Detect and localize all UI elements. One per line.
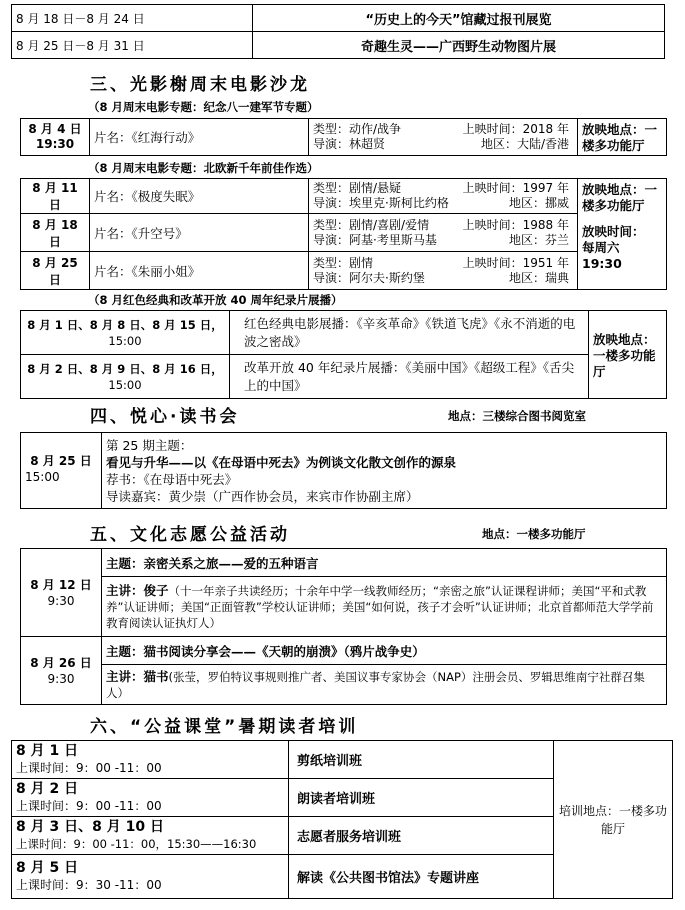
film-year: 上映时间：1997 年 — [462, 181, 569, 195]
section4-heading: 四、悦心·读书会 — [90, 407, 240, 427]
volunteer-time: 9:30 — [47, 671, 75, 686]
film-type: 类型：剧情/喜剧/爱情 — [313, 217, 430, 232]
volunteer-speaker — [102, 665, 667, 705]
bookclub-time: 15:00 — [25, 470, 60, 484]
film-type: 类型：剧情 — [313, 255, 374, 270]
doc-dates-cell — [21, 311, 230, 355]
film-name: 片名：《极度失眠》 — [90, 179, 309, 214]
bookclub-issue: 第 25 期主题： — [106, 437, 193, 453]
bookclub-guest: 导读嘉宾：黄少崇（广西作协会员，来宾市作协副主席） — [106, 488, 419, 504]
film-info — [309, 119, 578, 156]
bookclub-table — [20, 432, 667, 509]
docs-table — [20, 310, 667, 399]
volunteer-theme-row — [21, 637, 667, 665]
film-region: 地区：芬兰 — [508, 232, 569, 247]
exhibition-row — [12, 32, 665, 59]
volunteer-date: 8 月 26 日 — [30, 655, 92, 670]
training-date: 8 月 3 日、8 月 10 日 — [16, 818, 164, 835]
section3-sub2: （8 月周末电影专题：北欧新千年前佳作选） — [88, 161, 319, 175]
film-date: 8 月 25 日 — [21, 252, 90, 290]
training-title: 剪纸培训班 — [289, 741, 554, 779]
film-time: 19:30 — [35, 137, 75, 151]
training-date: 8 月 5 日 — [16, 859, 79, 876]
volunteer-theme-row — [21, 549, 667, 577]
doc-title: 红色经典电影展播：《辛亥革命》《铁道飞虎》《永不消逝的电波之密战》 — [230, 311, 589, 355]
exhibition-title: “历史上的今天”馆藏过报刊展览 — [253, 5, 665, 32]
bookclub-content — [102, 433, 667, 509]
doc-row — [21, 311, 667, 355]
film-row — [21, 179, 667, 214]
film-type: 类型：剧情/悬疑 — [313, 181, 402, 195]
doc-dates: 8 月 1 日、8 月 8 日、8 月 15 日， — [27, 317, 223, 332]
doc-row — [21, 355, 667, 399]
exhibition-title: 奇趣生灵——广西野生动物图片展 — [253, 32, 665, 59]
docs-venue: 放映地点：一楼多功能厅 — [589, 311, 667, 399]
film-name: 片名：《升空号》 — [90, 214, 309, 252]
speaker-name: 猫书 — [143, 668, 169, 684]
films2-time-label: 放映时间： — [582, 224, 645, 239]
section3-sub1: （8 月周末电影专题：纪念八一建军节专题） — [88, 100, 319, 114]
exhibition-row — [12, 5, 665, 32]
film-year: 上映时间：1988 年 — [462, 217, 569, 232]
film-year: 上映时间：2018 年 — [462, 122, 569, 136]
section3-sub3: （8 月红色经典和改革开放 40 周年纪录片展播） — [88, 293, 343, 307]
training-time: 上课时间：9：30 -11：00 — [16, 877, 162, 892]
film-row — [21, 252, 667, 290]
exhibition-date: 8 月 25 日－8 月 31 日 — [12, 32, 253, 59]
training-venue: 培训地点：一楼多功能厅 — [554, 741, 673, 899]
section5-heading: 五、文化志愿公益活动 — [90, 525, 290, 545]
bookclub-date: 8 月 25 日 — [30, 454, 92, 468]
training-row — [12, 741, 673, 779]
film-row — [21, 119, 667, 156]
training-title: 朗读者培训班 — [289, 779, 554, 817]
training-date-cell — [12, 741, 289, 779]
speaker-label: 主讲： — [106, 582, 144, 598]
film1-table — [20, 118, 667, 156]
training-time: 上课时间：9：00 -11：00 — [16, 798, 162, 813]
films2-table — [20, 178, 667, 290]
film-date: 8 月 18 日 — [21, 214, 90, 252]
film-region: 地区：瑞典 — [508, 270, 569, 285]
speaker-desc: (张莹，罗伯特议事规则推广者、美国议事专家协会（NAP）注册会员、罗辑思维南宁社群召集人） — [106, 669, 645, 700]
speaker-name: 俊子 — [143, 582, 169, 598]
volunteer-date-cell — [21, 549, 102, 637]
exhibition-date: 8 月 18 日－8 月 24 日 — [12, 5, 253, 32]
doc-time: 15:00 — [108, 333, 142, 348]
section3-heading: 三、光影榭周末电影沙龙 — [90, 75, 310, 95]
film-region: 地区：大陆/香港 — [480, 137, 569, 151]
film-director: 导演：阿基·考里斯马基 — [313, 232, 437, 247]
doc-dates: 8 月 2 日、8 月 9 日、8 月 16 日， — [27, 361, 223, 376]
film-name: 片名：《红海行动》 — [90, 119, 309, 156]
film-name: 片名：《朱丽小姐》 — [90, 252, 309, 290]
training-date: 8 月 1 日 — [16, 742, 79, 759]
film-date: 8 月 4 日 — [28, 122, 82, 136]
training-time: 上课时间：9：00 -11：00 — [16, 760, 162, 775]
training-table — [11, 740, 673, 899]
films2-venue-cell — [578, 179, 667, 290]
film-date: 8 月 11 日 — [21, 179, 90, 214]
training-title: 解读《公共图书馆法》专题讲座 — [289, 855, 554, 899]
film-venue: 放映地点：一楼多功能厅 — [578, 119, 667, 156]
bookclub-date-cell — [21, 433, 102, 509]
film-date-cell — [21, 119, 90, 156]
film-director: 导演：林超贤 — [313, 137, 386, 151]
volunteer-speaker-row — [21, 665, 667, 705]
section6-heading: 六、“公益课堂”暑期读者培训 — [90, 717, 359, 737]
bookclub-theme: 看见与升华——以《在母语中死去》为例谈文化散文创作的源泉 — [106, 454, 457, 470]
film-region: 地区：挪威 — [508, 196, 569, 210]
film-director: 导演：阿尔夫·斯约堡 — [313, 270, 425, 285]
training-date-cell — [12, 817, 289, 855]
exhibitions-table — [11, 4, 665, 59]
volunteer-theme: 主题：亲密关系之旅——爱的五种语言 — [102, 549, 667, 577]
films2-time: 每周六 19:30 — [582, 240, 622, 271]
training-title: 志愿者服务培训班 — [289, 817, 554, 855]
volunteer-speaker-row — [21, 577, 667, 637]
bookclub-book: 荐书：《在母语中死去》 — [106, 471, 238, 487]
film-info — [309, 214, 578, 252]
volunteer-time: 9:30 — [47, 593, 75, 608]
film-row — [21, 214, 667, 252]
section5-location: 地点：一楼多功能厅 — [482, 527, 586, 541]
volunteer-date-cell — [21, 637, 102, 705]
film-info — [309, 252, 578, 290]
training-date-cell — [12, 855, 289, 899]
films2-venue: 放映地点：一楼多功能厅 — [582, 182, 658, 213]
bookclub-row — [21, 433, 667, 509]
volunteer-theme: 主题：猫书阅读分享会——《天朝的崩溃》（鸦片战争史） — [102, 637, 667, 665]
volunteer-speaker — [102, 577, 667, 637]
film-info — [309, 179, 578, 214]
film-director: 导演：埃里克·斯柯比约格 — [313, 196, 449, 210]
speaker-label: 主讲： — [106, 668, 144, 684]
section4-location: 地点：三楼综合图书阅览室 — [448, 409, 586, 423]
training-date: 8 月 2 日 — [16, 780, 79, 797]
training-date-cell — [12, 779, 289, 817]
volunteer-date: 8 月 12 日 — [30, 577, 92, 592]
volunteer-table — [20, 548, 667, 705]
film-year: 上映时间：1951 年 — [462, 255, 569, 270]
doc-title: 改革开放 40 年纪录片展播：《美丽中国》《超级工程》《舌尖上的中国》 — [230, 355, 589, 399]
training-time: 上课时间：9：00 -11：00，15:30——16:30 — [16, 836, 257, 851]
doc-time: 15:00 — [108, 377, 142, 392]
film-type: 类型：动作/战争 — [313, 122, 402, 136]
speaker-desc: （十一年亲子共读经历；十余年中学一线教师经历；“亲密之旅”认证课程讲师；美国“平和式教养”认证讲师；美国“正面管教”学校认证讲师；美国“如何说，孩子才会听”认证讲师；北京首都师范大学学前教育阅读认证执灯人） — [106, 583, 654, 630]
doc-dates-cell — [21, 355, 230, 399]
